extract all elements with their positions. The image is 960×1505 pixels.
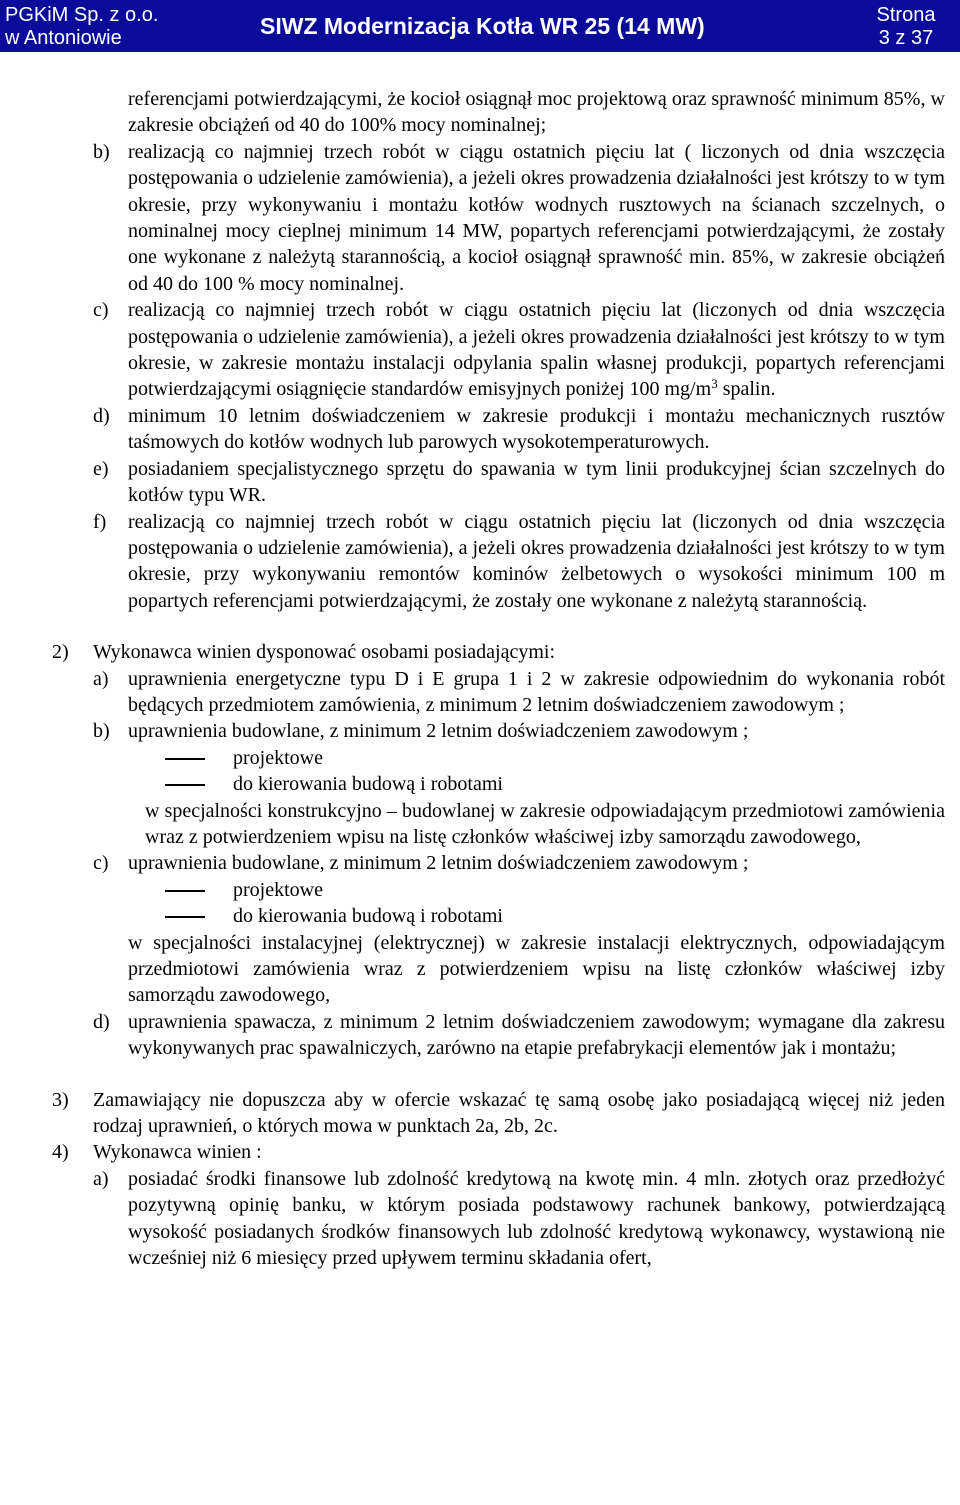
list-item-b <box>0 139 960 297</box>
specialty-text-body: w specjalności konstrukcyjno – budowlanej w zakresie odpowiadającym przedmiotowi zamówienia wraz z potwierdzeniem wpisu na listę członków właściwej izby samorządu zawodowego, <box>145 799 945 848</box>
dash-bullet <box>165 758 205 760</box>
dash-item <box>0 745 960 771</box>
dash-item <box>0 771 960 797</box>
company-name-line2: w Antoniowie <box>5 27 122 49</box>
page-number <box>856 4 956 50</box>
section-3 <box>0 1087 960 1140</box>
section-number: 4) <box>52 1141 69 1164</box>
section-text: Zamawiający nie dopuszcza aby w ofercie wskazać tę samą osobę jako posiadającą więcej niż jeden rodzaj uprawnień, o których mowa w punktach 2a, 2b, 2c. <box>93 1088 945 1138</box>
dash-bullet <box>165 784 205 786</box>
item-text: realizacją co najmniej trzech robót w ciągu ostatnich pięciu lat ( liczonych od dnia wszczęcia postępowania o udzielenie zamówienia), a jeżeli okres prowadzenia działalności jest krótszy to w tym okresie, przy wykonywaniu i montażu kotłów wodnych rusztowych na ścianach szczelnych, o nominalnej mocy cieplnej minimum 14 MW, popartych referencjami potwierdzającymi, że zostały one wykonane z należytą starannością, a kocioł osiągnął sprawność min. 85%, w zakresie obciążeń od 40 do 100 % mocy nominalnej. <box>128 140 945 295</box>
list-item <box>0 86 960 139</box>
specialty-text <box>0 930 960 1009</box>
item-text: realizacją co najmniej trzech robót w ciągu ostatnich pięciu lat (liczonych od dnia wszczęcia postępowania o udzielenie zamówienia), a jeżeli okres prowadzenia działalności jest krótszy to w tym okresie, przy wykonywaniu remontów kominów żelbetowych o wysokości minimum 100 m popartych referencjami potwierdzającymi, że zostały one wykonane z należytą starannością. <box>128 510 945 612</box>
item-label: d) <box>93 1010 110 1033</box>
item-text: uprawnienia budowlane, z minimum 2 letnim doświadczeniem zawodowym ; <box>128 720 749 743</box>
dash-text: projektowe <box>233 746 323 769</box>
dash-item <box>0 877 960 903</box>
dash-bullet <box>165 916 205 918</box>
superscript: 3 <box>711 376 718 392</box>
item-label: a) <box>93 1167 109 1190</box>
section-heading: Wykonawca winien dysponować osobami posiadającymi: <box>93 641 556 664</box>
list-item-c <box>0 297 960 403</box>
item-a-continuation: referencjami potwierdzającymi, że kocioł osiągnął moc projektową oraz sprawność minimum 85%, w zakresie obciążeń od 40 do 100% mocy nominalnej; <box>128 88 945 137</box>
item-label: b) <box>93 720 110 743</box>
list-item-4a <box>0 1166 960 1272</box>
page-header <box>0 0 960 52</box>
item-text-main: realizacją co najmniej trzech robót w ciągu ostatnich pięciu lat (liczonych od dnia wszczęcia postępowania o udzielenie zamówienia), a jeżeli okres prowadzenia działalności jest krótszy to w tym okresie, w zakresie montażu instalacji odpylania spalin własnej produkcji, popartych referencjami potwierdzającymi osiągnięcie standardów emisyjnych poniżej 100 mg/m <box>128 299 945 401</box>
section-2-heading <box>0 639 960 665</box>
item-label: b) <box>93 140 110 163</box>
document-body <box>0 86 960 1271</box>
specialty-text-body: w specjalności instalacyjnej (elektrycznej) w zakresie instalacji elektrycznych, odpowiadającym przedmiotowi zamówienia wraz z potwierdzeniem wpisu na listę członków właściwej izby samorządu zawodowego, <box>128 931 945 1007</box>
specialty-text <box>0 798 960 851</box>
item-label: a) <box>93 667 109 690</box>
dash-item <box>0 903 960 929</box>
document-title: SIWZ Modernizacja Kotła WR 25 (14 MW) <box>260 13 705 39</box>
item-text: uprawnienia energetyczne typu D i E grupa 1 i 2 w zakresie odpowiednim do wykonania robót będących przedmiotem zamówienia, z minimum 2 letnim doświadczeniem zawodowym ; <box>128 667 945 716</box>
list-item-f <box>0 509 960 615</box>
page-word: Strona <box>876 4 936 26</box>
item-label: e) <box>93 457 109 480</box>
item-text: posiadaniem specjalistycznego sprzętu do spawania w tym linii produkcyjnej ścian szczelnych do kotłów typu WR. <box>128 457 945 507</box>
list-item-2a <box>0 666 960 719</box>
section-number: 2) <box>52 641 69 664</box>
section-number: 3) <box>52 1088 69 1111</box>
item-label: c) <box>93 299 109 322</box>
item-text: uprawnienia budowlane, z minimum 2 letnim doświadczeniem zawodowym ; <box>128 852 749 875</box>
page-count: 3 z 37 <box>878 27 934 49</box>
list-item-2c <box>0 850 960 876</box>
item-label: f) <box>93 510 107 533</box>
dash-text: do kierowania budową i robotami <box>233 905 503 928</box>
item-text: uprawnienia spawacza, z minimum 2 letnim doświadczeniem zawodowym; wymagane dla zakresu wykonywanych prac spawalniczych, zarówno na etapie prefabrykacji elementów jak i montażu; <box>128 1010 945 1060</box>
dash-text: do kierowania budową i robotami <box>233 773 503 796</box>
item-label: d) <box>93 404 110 427</box>
list-item-2d <box>0 1009 960 1062</box>
item-label: c) <box>93 852 109 875</box>
item-text: minimum 10 letnim doświadczeniem w zakresie produkcji i montażu mechanicznych rusztów taśmowych do kotłów wodnych lub parowych wysokotemperaturowych. <box>128 404 945 454</box>
list-item-e <box>0 456 960 509</box>
spacer <box>0 614 960 639</box>
dash-text: projektowe <box>233 878 323 901</box>
dash-bullet <box>165 890 205 892</box>
list-item-d <box>0 403 960 456</box>
company-name-line1: PGKiM Sp. z o.o. <box>5 4 159 26</box>
item-text <box>128 297 945 403</box>
section-4-heading <box>0 1139 960 1165</box>
section-heading: Wykonawca winien : <box>93 1141 262 1164</box>
company-name <box>5 4 158 50</box>
item-text-tail: spalin. <box>717 378 776 401</box>
item-text: posiadać środki finansowe lub zdolność kredytową na kwotę min. 4 mln. złotych oraz przedłożyć pozytywną opinię banku, w którym posiada podstawowy rachunek bankowy, potwierdzającą wysokość posiadanych środków finansowych lub zdolność kredytową wykonawcy, wystawioną nie wcześniej niż 6 miesięcy przed upływem terminu składania ofert, <box>128 1167 945 1270</box>
spacer <box>0 1062 960 1087</box>
list-item-2b <box>0 718 960 744</box>
